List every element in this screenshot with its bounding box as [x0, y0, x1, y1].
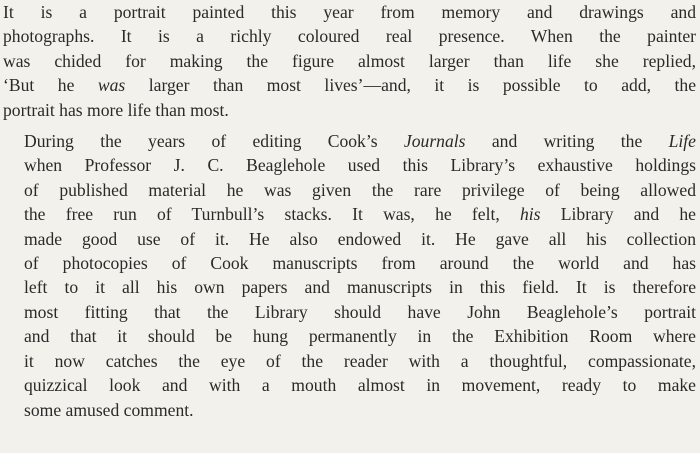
- text-line: quizzical look and with a mouth almost in movement, ready to make: [24, 375, 696, 396]
- text-segment: Library and he: [540, 204, 696, 225]
- text-line: and that it should be hung permanently in the Exhibition Room where: [24, 326, 696, 347]
- paragraph-portrait: [3, 0, 696, 122]
- italic-title-journals: Journals: [403, 131, 466, 152]
- text-line: some amused comment.: [24, 399, 194, 420]
- text-line: It is a portrait painted this year from memory and drawings and: [3, 2, 696, 22]
- text-line: of photocopies of Cook manuscripts from around the world and has: [24, 253, 696, 274]
- paragraph-beaglehole: [3, 129, 696, 422]
- text-line: most fitting that the Library should have John Beaglehole’s portrait: [24, 301, 696, 322]
- text-line: [3, 202, 696, 226]
- text-line: when Professor J. C. Beaglehole used this Library’s exhaustive holdings: [24, 155, 696, 176]
- text-segment: During the years of editing Cook’s: [24, 131, 404, 152]
- italic-title-life: Life: [668, 131, 696, 152]
- italic-word: his: [519, 204, 541, 225]
- text-line: was chided for making the figure almost larger than life she replied,: [3, 50, 696, 71]
- text-line: left to it all his own papers and manuscripts in this field. It is therefore: [24, 277, 696, 298]
- text-line: of published material he was given the rare privilege of being allowed: [24, 179, 696, 200]
- text-line: [3, 73, 696, 97]
- text-segment: larger than most lives’—and, it is possible to add, the: [125, 75, 697, 96]
- text-segment: ‘But he: [3, 75, 98, 96]
- text-segment: and writing the: [465, 131, 669, 152]
- text-line: [3, 129, 696, 153]
- italic-word: was: [97, 75, 126, 96]
- text-line: photographs. It is a richly coloured real presence. When the painter: [3, 26, 696, 47]
- text-line: made good use of it. He also endowed it. He gave all his collection: [24, 228, 696, 249]
- text-line: portrait has more life than most.: [3, 99, 229, 120]
- text-segment: the free run of Turnbull’s stacks. It was, he felt,: [24, 204, 520, 225]
- text-line: it now catches the eye of the reader with a thoughtful, compassionate,: [24, 350, 696, 371]
